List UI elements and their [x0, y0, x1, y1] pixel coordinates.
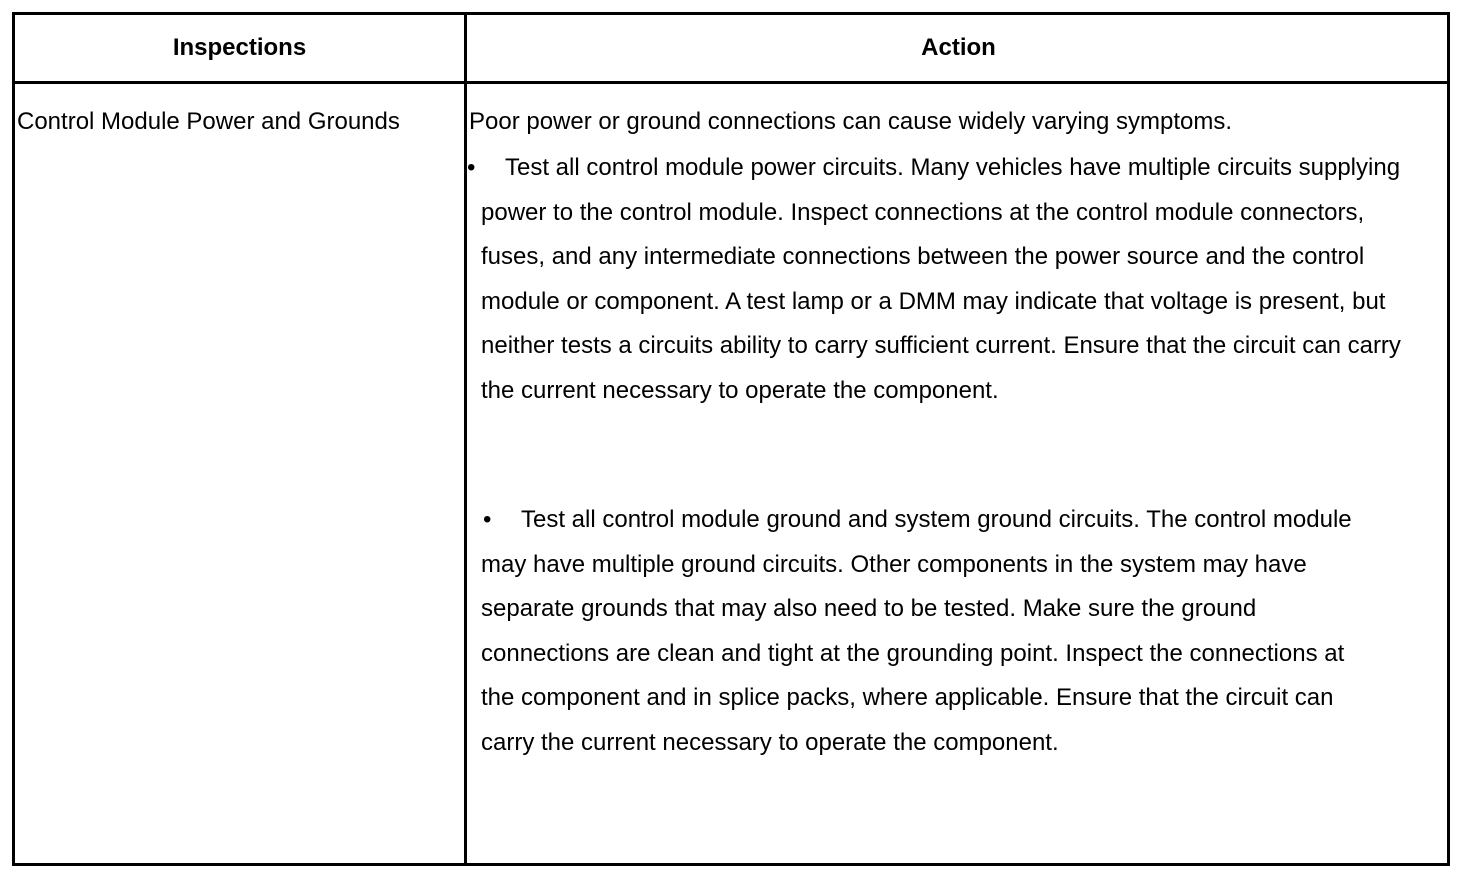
list-item: [469, 146, 1431, 413]
bullet-text: Test all control module power circuits. Many vehicles have multiple circuits supplying power to the control module. Inspect connections at the control module connectors, fuses, and any intermediate connections between the power source and the control module or component. A test lamp or a DMM may indicate that voltage is present, but neither tests a circuits ability to carry sufficient current. Ensure that the circuit can carry the current necessary to operate the component.: [481, 154, 1401, 404]
bullet-icon: •: [467, 154, 476, 181]
column-divider: [464, 15, 467, 863]
action-intro: Poor power or ground connections can cause widely varying symptoms.: [469, 108, 1233, 135]
header-action: Action: [921, 34, 996, 61]
inspection-name: Control Module Power and Grounds: [17, 108, 400, 135]
bullet-text: Test all control module ground and system ground circuits. The control module may have multiple ground circuits. Other components in the system may have separate grounds that may also need to be tested. Make sure the ground connections are clean and tight at the grounding point. Inspect the connections at the component and in splice packs, where applicable. Ensure that the circuit can carry the current necessary to operate the component.: [481, 506, 1352, 756]
header-divider: [15, 81, 1447, 84]
list-item: [469, 498, 1381, 765]
header-inspections: Inspections: [172, 34, 307, 61]
inspection-table: [12, 12, 1450, 866]
action-cell: [469, 107, 1441, 765]
bullet-icon: •: [483, 506, 492, 533]
